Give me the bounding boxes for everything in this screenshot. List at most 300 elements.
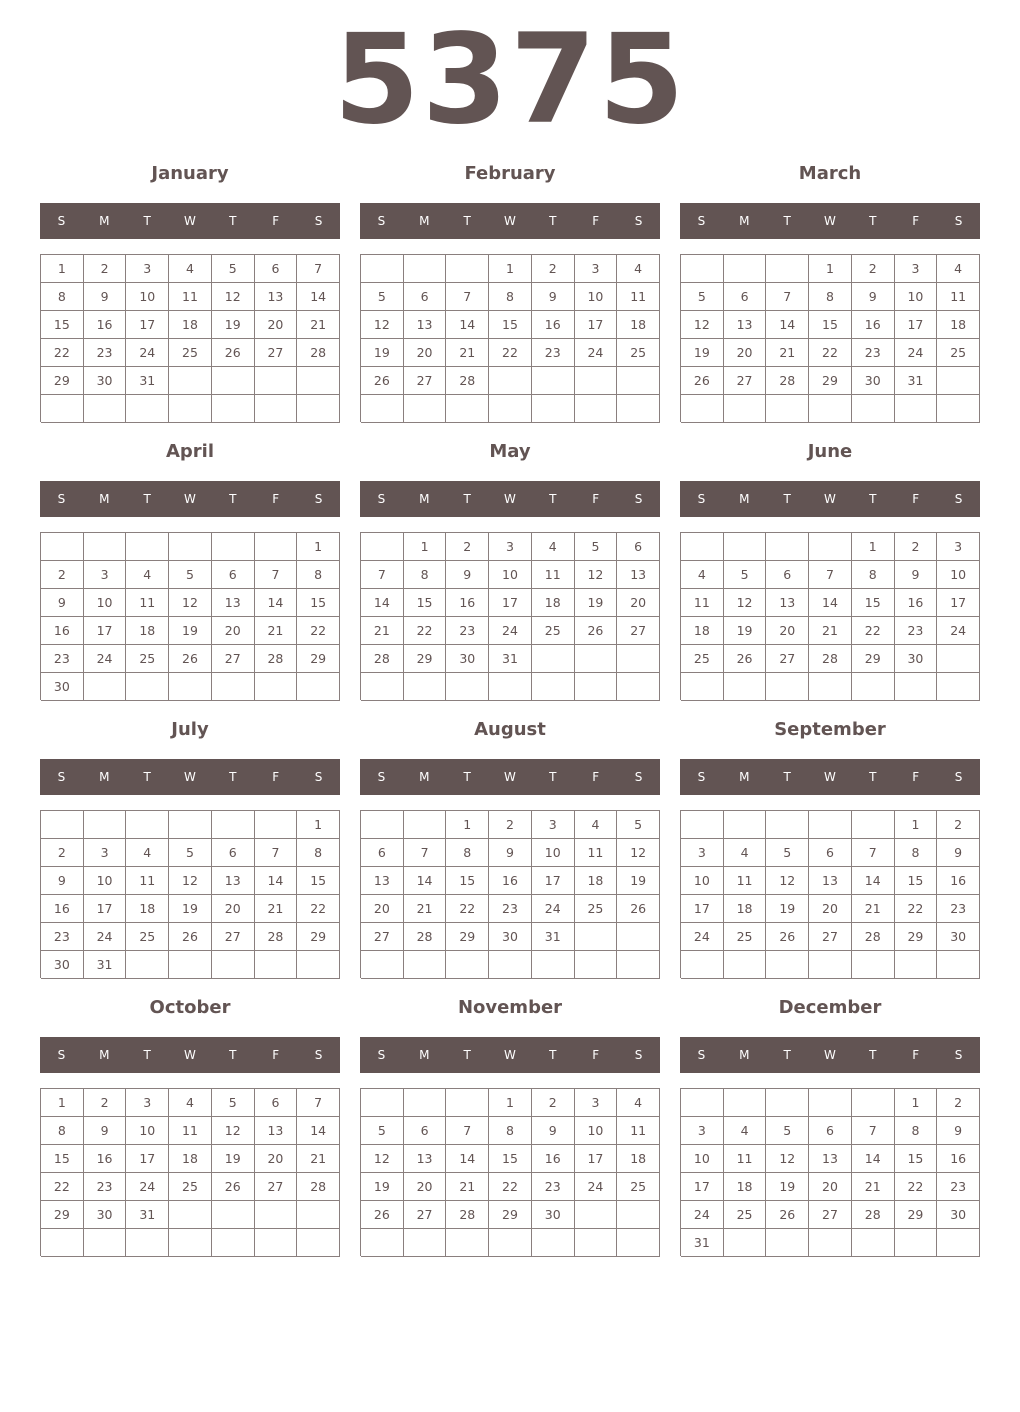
day-cell: 28 [297,1173,340,1201]
day-grid [40,1088,340,1256]
day-cell: 16 [84,1145,127,1173]
day-cell: 22 [809,339,852,367]
day-cell: 8 [895,839,938,867]
weekday-label: M [99,1048,110,1062]
day-cell: 15 [852,589,895,617]
empty-cell [212,673,255,701]
empty-cell [617,395,660,423]
weekday-label: S [634,492,643,506]
day-cell: 14 [766,311,809,339]
day-cell: 29 [41,1201,84,1229]
empty-cell [84,395,127,423]
empty-cell [681,673,724,701]
weekday-header [680,481,980,517]
day-cell: 22 [446,895,489,923]
day-cell: 28 [255,923,298,951]
day-cell: 16 [532,1145,575,1173]
day-cell: 8 [489,283,532,311]
day-cell: 7 [255,561,298,589]
weekday-label: T [869,214,877,228]
month-name: March [798,163,862,184]
empty-cell [41,1229,84,1257]
weekday-label: S [377,770,386,784]
weekday-label: T [869,1048,877,1062]
day-cell: 27 [361,923,404,951]
empty-cell [126,951,169,979]
day-cell: 1 [297,811,340,839]
empty-cell [255,533,298,561]
day-cell: 25 [724,923,767,951]
day-cell: 9 [84,283,127,311]
weekday-label: M [739,214,750,228]
day-cell: 23 [532,339,575,367]
day-cell: 26 [169,923,212,951]
empty-cell [681,951,724,979]
weekday-label: T [869,770,877,784]
day-cell: 14 [361,589,404,617]
day-cell: 16 [489,867,532,895]
day-cell: 1 [489,255,532,283]
day-cell: 20 [404,1173,447,1201]
day-cell: 12 [766,1145,809,1173]
day-cell: 9 [532,283,575,311]
empty-cell [361,1089,404,1117]
day-cell: 17 [126,1145,169,1173]
day-cell: 21 [297,311,340,339]
day-cell: 5 [724,561,767,589]
day-cell: 26 [361,367,404,395]
empty-cell [446,951,489,979]
day-cell: 26 [169,645,212,673]
weekday-label: S [697,770,706,784]
empty-cell [532,395,575,423]
month-name: May [489,441,531,462]
day-cell: 28 [852,923,895,951]
day-cell: 14 [297,283,340,311]
day-cell: 3 [84,839,127,867]
day-cell: 6 [255,1089,298,1117]
day-grid [360,254,660,422]
day-cell: 21 [852,1173,895,1201]
day-cell: 21 [766,339,809,367]
day-cell: 10 [575,283,618,311]
empty-cell [937,367,980,395]
weekday-label: S [314,770,323,784]
day-cell: 30 [41,673,84,701]
empty-cell [724,395,767,423]
day-cell: 24 [126,339,169,367]
empty-cell [766,673,809,701]
day-cell: 31 [489,645,532,673]
empty-cell [41,533,84,561]
weekday-header [680,203,980,239]
day-cell: 29 [297,923,340,951]
day-cell: 22 [41,339,84,367]
day-cell: 13 [212,867,255,895]
day-cell: 19 [766,895,809,923]
day-cell: 20 [361,895,404,923]
day-cell: 6 [724,283,767,311]
day-cell: 22 [404,617,447,645]
empty-cell [212,533,255,561]
day-cell: 16 [532,311,575,339]
day-cell: 17 [681,1173,724,1201]
day-cell: 1 [895,1089,938,1117]
day-cell: 2 [937,811,980,839]
weekday-label: F [592,1048,600,1062]
weekday-label: S [634,1048,643,1062]
day-cell: 7 [852,839,895,867]
weekday-header [40,1037,340,1073]
day-cell: 1 [489,1089,532,1117]
empty-cell [361,951,404,979]
weekday-label: W [184,492,196,506]
empty-cell [575,645,618,673]
day-cell: 13 [404,311,447,339]
empty-cell [937,1229,980,1257]
weekday-label: M [419,214,430,228]
day-cell: 30 [84,1201,127,1229]
weekday-label: T [229,214,237,228]
weekday-header [360,759,660,795]
day-cell: 28 [361,645,404,673]
day-cell: 4 [532,533,575,561]
empty-cell [255,811,298,839]
day-cell: 15 [297,589,340,617]
day-cell: 4 [724,1117,767,1145]
day-cell: 31 [681,1229,724,1257]
day-cell: 15 [297,867,340,895]
day-cell: 16 [41,617,84,645]
empty-cell [126,811,169,839]
day-cell: 8 [297,561,340,589]
empty-cell [575,673,618,701]
day-cell: 31 [126,367,169,395]
month-name: November [457,997,563,1018]
weekday-label: W [824,770,836,784]
weekday-label: S [697,1048,706,1062]
empty-cell [766,1089,809,1117]
weekday-label: T [463,214,471,228]
weekday-label: T [783,770,791,784]
day-cell: 14 [255,867,298,895]
day-cell: 19 [617,867,660,895]
day-cell: 15 [809,311,852,339]
day-cell: 28 [852,1201,895,1229]
day-cell: 7 [297,255,340,283]
day-cell: 24 [895,339,938,367]
day-cell: 6 [809,839,852,867]
weekday-label: F [592,214,600,228]
empty-cell [126,1229,169,1257]
day-cell: 8 [809,283,852,311]
empty-cell [852,395,895,423]
empty-cell [489,673,532,701]
empty-cell [446,395,489,423]
day-cell: 4 [169,255,212,283]
weekday-header [360,1037,660,1073]
day-cell: 3 [126,1089,169,1117]
day-cell: 12 [361,311,404,339]
day-cell: 18 [575,867,618,895]
weekday-label: S [954,492,963,506]
empty-cell [852,673,895,701]
empty-cell [446,673,489,701]
empty-cell [255,1229,298,1257]
day-cell: 30 [895,645,938,673]
weekday-header [680,759,980,795]
weekday-label: T [229,770,237,784]
day-cell: 3 [84,561,127,589]
day-cell: 4 [126,839,169,867]
day-cell: 3 [575,255,618,283]
empty-cell [852,951,895,979]
day-cell: 19 [766,1173,809,1201]
empty-cell [169,533,212,561]
day-cell: 18 [724,895,767,923]
weekday-label: F [912,1048,920,1062]
weekday-label: F [912,492,920,506]
day-cell: 5 [766,839,809,867]
empty-cell [937,395,980,423]
empty-cell [895,951,938,979]
day-cell: 3 [532,811,575,839]
empty-cell [297,1201,340,1229]
day-grid [680,532,980,700]
day-cell: 25 [126,645,169,673]
day-cell: 19 [169,617,212,645]
day-cell: 30 [489,923,532,951]
weekday-label: M [739,1048,750,1062]
weekday-label: S [377,492,386,506]
day-cell: 1 [41,255,84,283]
day-cell: 6 [212,561,255,589]
day-cell: 20 [809,1173,852,1201]
day-cell: 30 [852,367,895,395]
day-cell: 20 [809,895,852,923]
weekday-label: T [549,770,557,784]
month-name: April [165,441,215,462]
weekday-label: T [549,1048,557,1062]
day-cell: 14 [446,311,489,339]
empty-cell [937,951,980,979]
day-cell: 22 [297,617,340,645]
empty-cell [84,1229,127,1257]
weekday-label: S [57,1048,66,1062]
day-cell: 14 [404,867,447,895]
day-cell: 9 [84,1117,127,1145]
day-cell: 29 [297,645,340,673]
day-cell: 16 [937,1145,980,1173]
day-cell: 28 [404,923,447,951]
day-cell: 25 [617,1173,660,1201]
day-cell: 18 [617,311,660,339]
empty-cell [212,951,255,979]
empty-cell [255,1201,298,1229]
weekday-header [680,1037,980,1073]
day-cell: 6 [404,283,447,311]
day-cell: 30 [937,1201,980,1229]
empty-cell [681,1089,724,1117]
empty-cell [575,367,618,395]
day-cell: 6 [809,1117,852,1145]
day-cell: 25 [724,1201,767,1229]
day-cell: 27 [255,339,298,367]
day-cell: 29 [809,367,852,395]
day-cell: 13 [255,283,298,311]
day-grid [360,1088,660,1256]
empty-cell [404,1089,447,1117]
empty-cell [297,395,340,423]
empty-cell [169,951,212,979]
day-cell: 1 [446,811,489,839]
day-cell: 9 [41,589,84,617]
day-cell: 29 [852,645,895,673]
weekday-label: T [869,492,877,506]
day-cell: 11 [575,839,618,867]
day-cell: 26 [361,1201,404,1229]
weekday-label: W [184,1048,196,1062]
weekday-label: T [549,492,557,506]
day-cell: 9 [532,1117,575,1145]
weekday-label: S [57,770,66,784]
day-cell: 1 [41,1089,84,1117]
day-cell: 5 [575,533,618,561]
day-cell: 10 [84,867,127,895]
day-cell: 23 [895,617,938,645]
weekday-label: S [57,214,66,228]
day-cell: 24 [681,923,724,951]
weekday-label: T [143,770,151,784]
day-cell: 8 [41,283,84,311]
day-cell: 6 [212,839,255,867]
day-cell: 10 [126,1117,169,1145]
empty-cell [404,673,447,701]
empty-cell [297,673,340,701]
day-cell: 24 [575,339,618,367]
empty-cell [766,255,809,283]
day-cell: 28 [446,367,489,395]
day-cell: 11 [169,283,212,311]
empty-cell [937,645,980,673]
day-cell: 26 [724,645,767,673]
day-cell: 5 [361,1117,404,1145]
empty-cell [617,923,660,951]
day-cell: 10 [895,283,938,311]
day-cell: 22 [852,617,895,645]
day-cell: 10 [532,839,575,867]
day-cell: 29 [446,923,489,951]
weekday-label: T [783,214,791,228]
day-cell: 11 [681,589,724,617]
day-cell: 9 [41,867,84,895]
month-name: February [464,163,556,184]
empty-cell [446,255,489,283]
empty-cell [532,367,575,395]
empty-cell [212,1229,255,1257]
weekday-label: S [697,492,706,506]
day-cell: 28 [255,645,298,673]
day-cell: 21 [809,617,852,645]
weekday-label: T [143,1048,151,1062]
empty-cell [297,1229,340,1257]
weekday-label: W [824,492,836,506]
day-cell: 16 [852,311,895,339]
day-cell: 6 [617,533,660,561]
day-cell: 13 [617,561,660,589]
empty-cell [809,811,852,839]
empty-cell [361,395,404,423]
empty-cell [532,673,575,701]
day-cell: 19 [724,617,767,645]
day-cell: 8 [489,1117,532,1145]
weekday-header [360,481,660,517]
empty-cell [255,395,298,423]
day-cell: 11 [532,561,575,589]
weekday-label: M [739,770,750,784]
empty-cell [809,533,852,561]
empty-cell [809,395,852,423]
empty-cell [489,395,532,423]
day-cell: 18 [681,617,724,645]
day-cell: 3 [126,255,169,283]
empty-cell [169,673,212,701]
day-cell: 23 [41,923,84,951]
empty-cell [361,255,404,283]
weekday-label: T [783,492,791,506]
empty-cell [126,395,169,423]
day-cell: 14 [255,589,298,617]
day-cell: 25 [937,339,980,367]
day-cell: 14 [852,867,895,895]
day-cell: 26 [681,367,724,395]
weekday-label: F [592,492,600,506]
month-name: August [474,719,546,740]
day-cell: 12 [169,867,212,895]
day-cell: 27 [617,617,660,645]
empty-cell [361,673,404,701]
day-cell: 25 [169,1173,212,1201]
day-cell: 16 [446,589,489,617]
day-cell: 8 [41,1117,84,1145]
day-cell: 11 [126,589,169,617]
day-cell: 27 [404,1201,447,1229]
weekday-label: W [504,770,516,784]
day-cell: 7 [255,839,298,867]
day-cell: 17 [575,311,618,339]
day-cell: 20 [617,589,660,617]
day-cell: 10 [681,867,724,895]
day-cell: 27 [212,645,255,673]
day-cell: 5 [361,283,404,311]
day-cell: 2 [852,255,895,283]
day-cell: 15 [404,589,447,617]
empty-cell [895,395,938,423]
day-cell: 21 [446,339,489,367]
month-name: January [151,163,229,184]
empty-cell [489,1229,532,1257]
day-grid [360,532,660,700]
day-cell: 27 [724,367,767,395]
weekday-header [40,481,340,517]
day-cell: 10 [126,283,169,311]
day-cell: 10 [937,561,980,589]
empty-cell [169,1229,212,1257]
weekday-label: M [99,214,110,228]
empty-cell [852,811,895,839]
day-cell: 20 [212,617,255,645]
empty-cell [575,951,618,979]
